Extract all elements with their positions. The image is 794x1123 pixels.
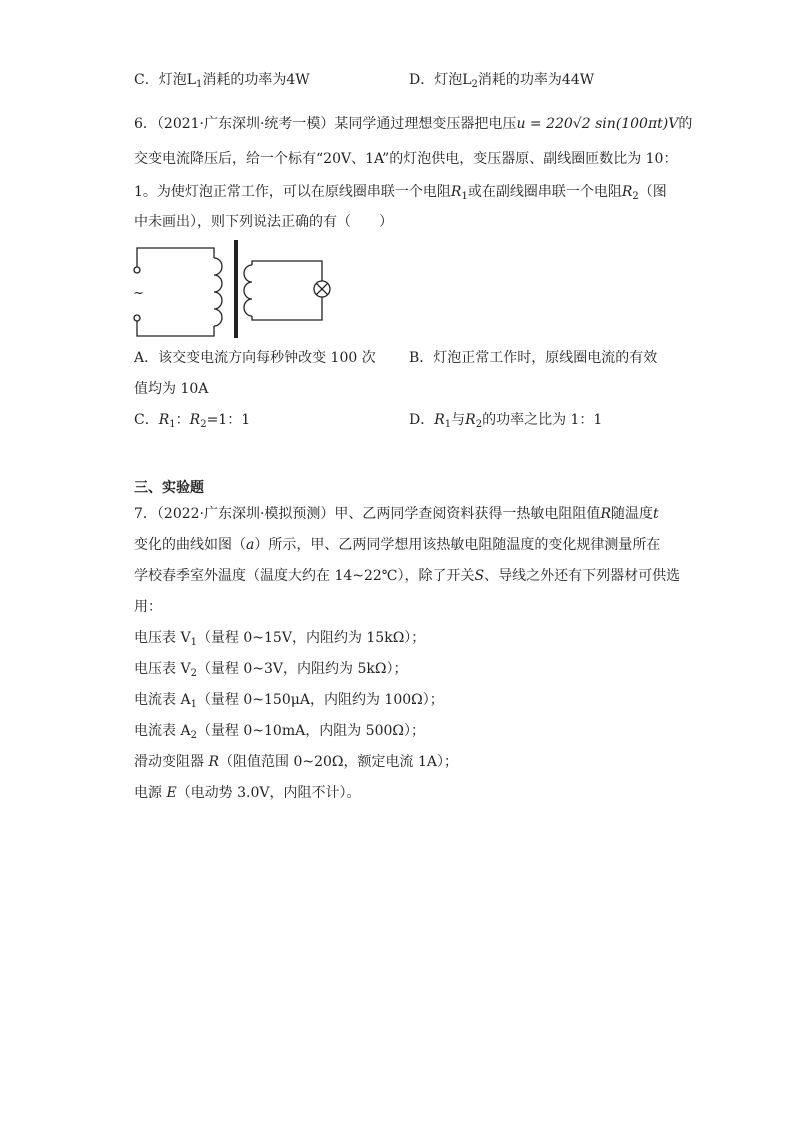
q7-line-3-a: 学校春季室外温度（温度大约在 14~22℃），除了开关	[134, 568, 475, 584]
primary-coil	[214, 258, 222, 326]
q6-line-1	[134, 114, 692, 134]
q7-item-4-spec: （量程 0~10mA，内阻为 500Ω）；	[196, 723, 426, 739]
q6-line-3-a: 1。为使灯泡正常工作，可以在原线圈串联一个电阻	[134, 184, 451, 200]
q6-option-d-label: D．	[409, 412, 435, 428]
q7-item-voltmeter-1	[134, 628, 425, 653]
q6-option-d-r2-sub: 2	[475, 419, 483, 430]
q7-item-2-sub: 2	[190, 668, 197, 679]
q6-voltage-formula: u = 220√2 sin(100πt)V	[516, 116, 679, 132]
q6-line-3	[134, 182, 667, 207]
q7-item-4-name: 电流表 A	[134, 723, 191, 739]
q7-rheostat-symbol: R	[208, 754, 219, 770]
q6-option-c-label: C．	[134, 412, 159, 428]
q7-line-1-b: 随温度	[610, 506, 653, 522]
q6-stem-end: 的	[678, 116, 693, 132]
q7-line-2-a: 变化的曲线如图（	[134, 537, 246, 553]
q5-option-d-sub: 2	[471, 79, 478, 90]
q6-option-c-r2: R	[189, 412, 201, 428]
q5-option-c	[134, 70, 310, 95]
q5-option-d-rest: 消耗的功率为44W	[477, 72, 595, 88]
q7-item-1-sub: 1	[190, 637, 197, 648]
q7-source-spec: （电动势 3.0V，内阻不计）。	[176, 785, 361, 801]
q7-line-3	[134, 566, 680, 586]
q6-option-d-r1: R	[434, 412, 445, 428]
q7-line-3-b: 、导线之外还有下列器材可供选	[484, 568, 681, 584]
q7-item-3-sub: 1	[190, 699, 197, 710]
section-title: 三、实验题	[134, 480, 204, 496]
q7-line-1	[134, 504, 659, 524]
q6-r1-sub: 1	[461, 191, 468, 202]
q6-line-3-c: （图	[638, 184, 667, 200]
q7-item-1-name: 电压表 V	[134, 630, 191, 646]
q7-item-2-name: 电压表 V	[134, 661, 191, 677]
q6-r1-symbol: R	[450, 184, 462, 200]
q6-r2-symbol: R	[621, 184, 633, 200]
q7-line-2	[134, 535, 660, 555]
q6-option-a: A．该交变电流方向每秒钟改变 100 次	[134, 350, 376, 366]
q7-line-1-a: 7．（2022·广东深圳·模拟预测）甲、乙两同学查阅资料获得一热敏电阻阻值	[134, 506, 601, 522]
q6-option-b-cont: 值均为 10A	[134, 381, 209, 397]
q7-t-symbol: t	[652, 506, 659, 522]
q6-option-c-colon: ：	[175, 412, 190, 428]
q6-line-3-b: 或在副线圈串联一个电阻	[467, 184, 622, 200]
ac-source-symbol: ~	[133, 286, 144, 301]
q6-line-2: 交变电流降压后，给一个标有“20V、1A”的灯泡供电，变压器原、副线圈匝数比为 10：	[134, 151, 678, 167]
q7-rheostat-name: 滑动变阻器	[134, 754, 204, 770]
q7-item-ammeter-2	[134, 721, 425, 746]
secondary-coil	[244, 265, 252, 316]
secondary-bottom-wire	[252, 297, 322, 320]
q5-option-c-sub: 1	[196, 79, 203, 90]
q7-rheostat-spec: （阻值范围 0~20Ω，额定电流 1A）；	[219, 754, 458, 770]
q7-item-3-spec: （量程 0~150μA，内阻约为 100Ω）；	[196, 692, 444, 708]
q7-item-voltmeter-2	[134, 659, 408, 684]
transformer-circuit-diagram	[128, 238, 338, 340]
secondary-top-wire	[252, 261, 322, 281]
primary-terminal-top	[134, 267, 140, 273]
q6-option-c-r1-sub: 1	[169, 419, 176, 430]
q6-line-4: 中未画出），则下列说法正确的有（ ）	[134, 214, 393, 230]
q5-option-c-rest: 消耗的功率为4W	[202, 72, 310, 88]
primary-bottom-wire	[137, 321, 214, 336]
q6-r2-sub: 2	[632, 191, 639, 202]
q7-r-symbol: R	[600, 506, 611, 522]
q6-option-d	[409, 410, 602, 435]
q7-s-symbol: S	[474, 568, 485, 584]
q6-option-d-r2: R	[465, 412, 476, 428]
q6-option-d-and: 与	[451, 412, 466, 428]
q6-option-c-r2-sub: 2	[200, 419, 207, 430]
q7-a-symbol: a	[246, 537, 255, 553]
q6-option-c	[134, 410, 250, 435]
q7-item-ammeter-1	[134, 690, 444, 715]
q7-item-2-spec: （量程 0~3V，内阻约为 5kΩ）；	[196, 661, 408, 677]
q7-line-2-b: ）所示，甲、乙两同学想用该热敏电阻随温度的变化规律测量所在	[254, 537, 661, 553]
q7-item-source	[134, 783, 361, 803]
q6-option-c-ratio: =1：1	[206, 412, 251, 428]
q5-option-d	[409, 70, 594, 95]
q7-line-4: 用：	[134, 599, 162, 615]
q7-source-name: 电源	[134, 785, 162, 801]
q6-option-c-r1: R	[158, 412, 170, 428]
q7-item-4-sub: 2	[190, 730, 197, 741]
q7-item-rheostat	[134, 752, 458, 772]
q5-option-d-text: D．灯泡L	[409, 72, 472, 88]
primary-terminal-bottom	[134, 315, 140, 321]
q5-option-c-text: C．灯泡L	[134, 72, 197, 88]
q7-item-1-spec: （量程 0~15V，内阻约为 15kΩ）；	[196, 630, 426, 646]
q7-source-symbol: E	[166, 785, 177, 801]
q7-item-3-name: 电流表 A	[134, 692, 191, 708]
q6-option-d-r1-sub: 1	[444, 419, 452, 430]
q6-option-d-rest: 的功率之比为 1：1	[482, 412, 603, 428]
q6-stem-start: 6．（2021·广东深圳·统考一模）某同学通过理想变压器把电压	[134, 116, 517, 132]
primary-top-wire	[137, 248, 214, 267]
q6-option-b: B．灯泡正常工作时，原线圈电流的有效	[409, 350, 658, 366]
